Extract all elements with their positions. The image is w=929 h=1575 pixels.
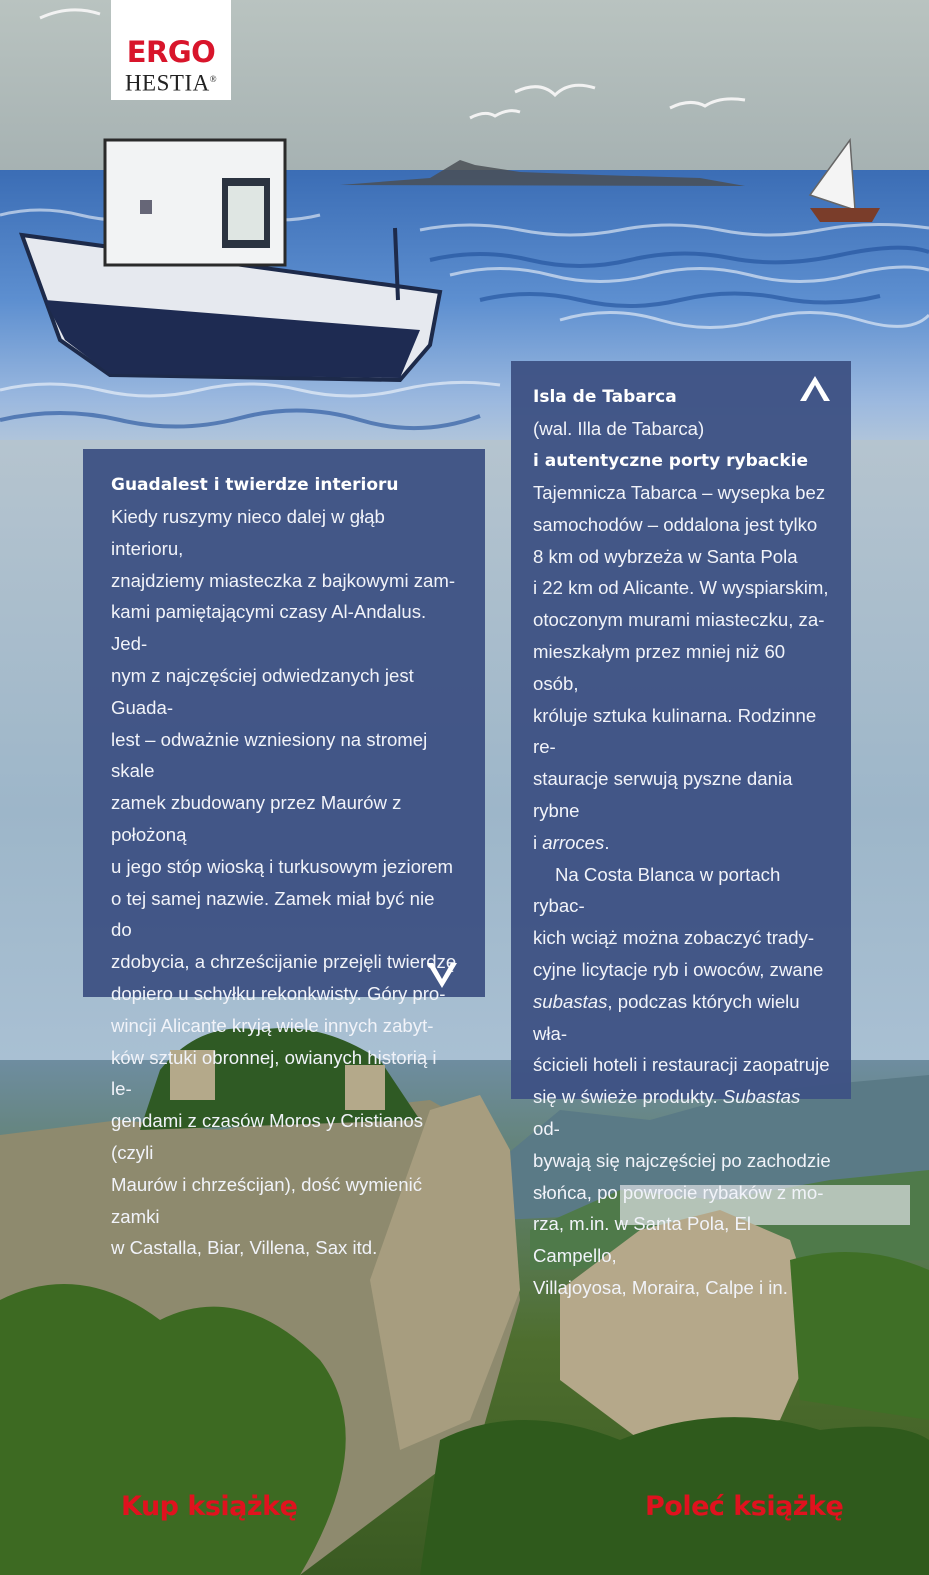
text-line: kich wciąż można zobaczyć trady-: [533, 927, 815, 949]
fishing-ports-heading: i autentyczne porty rybackie: [533, 451, 809, 471]
text-line: subastas, podczas których wielu wła-: [533, 990, 800, 1044]
text-line: kami pamiętającymi czasy Al-Andalus. Jed-: [111, 601, 427, 655]
text-line: otoczonym murami miasteczku, za-: [533, 609, 825, 631]
text-line: zdobycia, a chrześcijanie przejęli twierdzę: [111, 951, 457, 973]
guadalest-body: [111, 501, 459, 1264]
text-line: słońca, po powrocie rybaków z mo-: [533, 1181, 824, 1203]
text-line: znajdziemy miasteczka z bajkowymi zam-: [111, 569, 456, 591]
subastas-term: subastas: [533, 990, 608, 1012]
text-line: Na Costa Blanca w portach rybac-: [533, 863, 781, 917]
text-line: w Castalla, Biar, Villena, Sax itd.: [111, 1237, 378, 1259]
text-line: 8 km od wybrzeża w Santa Pola: [533, 545, 798, 567]
tabarca-panel: [511, 361, 851, 1298]
text-line: króluje sztuka kulinarna. Rodzinne re-: [533, 704, 817, 758]
fishing-ports-paragraph: [533, 859, 831, 1304]
text-line: i 22 km od Alicante. W wyspiarskim,: [533, 577, 829, 599]
subastas-term: Subastas: [722, 1086, 801, 1108]
ergo-hestia-logo: [111, 0, 231, 100]
text-line: gendami z czasów Moros y Cristianos (czyli: [111, 1110, 424, 1163]
text-line: ków sztuki obronnej, owianych historią i le-: [111, 1046, 437, 1100]
text-line: dopiero u schyłku rekonkwisty. Góry pro-: [111, 982, 446, 1004]
buy-book-link[interactable]: Kup książkę: [121, 1491, 298, 1522]
text-line: nym z najczęściej odwiedzanych jest Guada-: [111, 664, 414, 718]
text-line: zamek zbudowany przez Maurów z położoną: [111, 792, 402, 845]
text-line: lest – odważnie wzniesiony na stromej skale: [111, 728, 428, 782]
text-line: bywają się najczęściej po zachodzie: [533, 1149, 831, 1171]
text-line: o tej samej nazwie. Zamek miał być nie do: [111, 887, 435, 941]
guadalest-heading: Guadalest i twierdze interioru: [111, 475, 399, 495]
chevron-down-icon[interactable]: [425, 961, 459, 991]
text-line: wincji Alicante kryją wiele innych zabyt-: [111, 1014, 434, 1036]
tabarca-heading: Isla de Tabarca: [533, 387, 677, 407]
logo-hestia-text: HESTIA®: [124, 70, 218, 96]
tabarca-subtitle: (wal. Illa de Tabarca): [533, 418, 705, 439]
text-line: się w świeże produkty. Subastas od-: [533, 1086, 801, 1139]
text-line: rza, m.in. w Santa Pola, El Campello,: [533, 1213, 752, 1267]
recommend-book-link[interactable]: Poleć książkę: [645, 1491, 844, 1522]
text-line: Kiedy ruszymy nieco dalej w głąb interioru,: [111, 506, 385, 559]
text-line: u jego stóp wioską i turkusowym jeziorem: [111, 855, 454, 877]
logo-ergo-text: ERGO: [126, 35, 216, 69]
text-line: mieszkałym przez mniej niż 60 osób,: [533, 640, 786, 694]
text-line: Maurów i chrześcijan), dość wymienić zamki: [111, 1173, 423, 1227]
text-line: Tajemnicza Tabarca – wysepka bez: [533, 482, 826, 503]
text-line: stauracje serwują pyszne dania rybne: [533, 768, 793, 821]
arroces-term: arroces: [542, 831, 605, 853]
tabarca-paragraph: [533, 477, 831, 859]
text-line: samochodów – oddalona jest tylko: [533, 513, 818, 535]
guadalest-panel: [83, 449, 485, 1259]
text-line: ścicieli hoteli i restauracji zaopatruje: [533, 1054, 830, 1076]
text-line: cyjne licytacje ryb i owoców, zwane: [533, 958, 824, 980]
chevron-up-icon[interactable]: [798, 373, 832, 403]
text-line: i arroces.: [533, 831, 610, 853]
text-line: Villajoyosa, Moraira, Calpe i in.: [533, 1276, 788, 1298]
